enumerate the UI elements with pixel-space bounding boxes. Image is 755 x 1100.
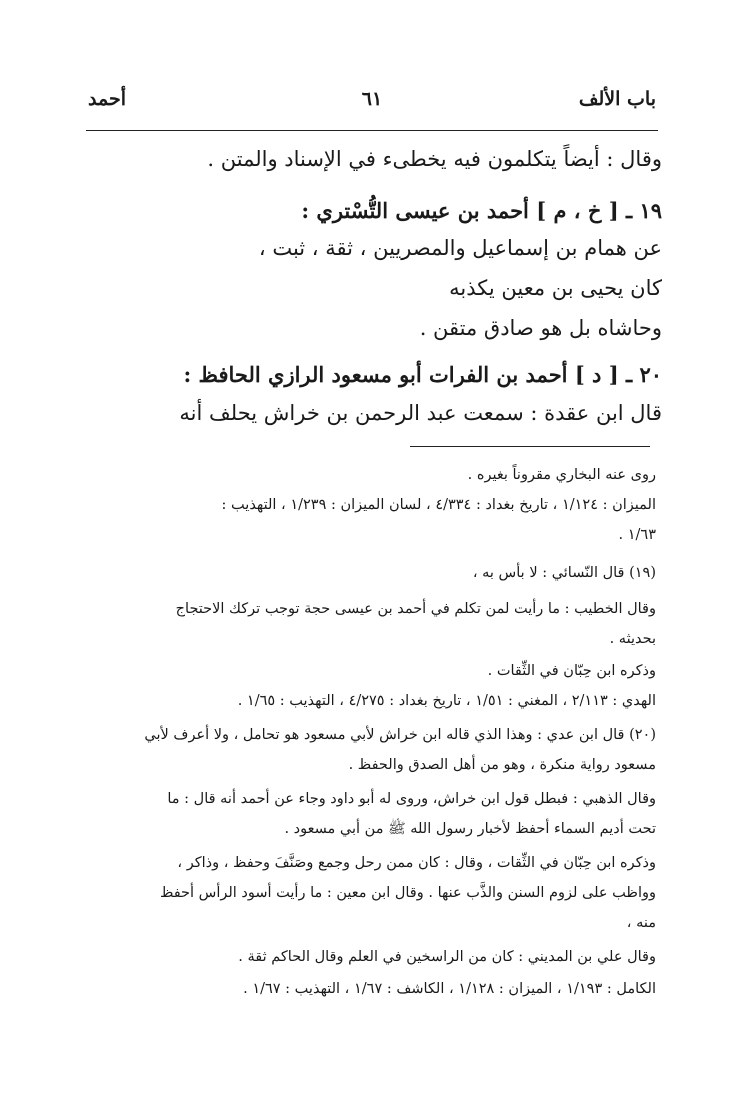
footnote-line: وذكره ابن حِبّان في الثِّقات . [487, 663, 656, 679]
footnote-separator [410, 446, 650, 447]
header-rule [86, 130, 658, 131]
entry-19-heading: ١٩ ـ [ خ ، م ] أحمد بن عيسى التُّسْتري : [301, 198, 662, 223]
entry-19-line: كان يحيى بن معين يكذبه [449, 276, 662, 300]
footnote-line: وواظب على لزوم السنن والذَّب عنها . وقال ابن معين : ما رأيت أسود الرأس أحفظ [159, 885, 656, 901]
footnote-line: وذكره ابن حِبّان في الثِّقات ، وقال : كان ممن رحل وجمع وصَنَّفَ وحفظ ، وذاكر ، [177, 855, 656, 871]
footnote-line: الكامل : ١/١٩٣ ، الميزان : ١/١٢٨ ، الكاشف : ١/٦٧ ، التهذيب : ١/٦٧ . [243, 981, 656, 997]
footnote-line: وقال علي بن المديني : كان من الراسخين في العلم وقال الحاكم ثقة . [238, 949, 656, 965]
entry-20-line: قال ابن عقدة : سمعت عبد الرحمن بن خراش يحلف أنه [179, 401, 662, 425]
footnote-line: بحديثه . [609, 631, 656, 647]
footnote-line: وقال الذهبي : فبطل قول ابن خراش، وروى له أبو داود وجاء عن أحمد أنه قال : ما [167, 791, 656, 807]
footnote-line: روى عنه البخاري مقروناً بغيره . [467, 467, 656, 483]
footnote-line: الهدي : ٢/١١٣ ، المغني : ١/٥١ ، تاريخ بغداد : ٤/٢٧٥ ، التهذيب : ١/٦٥ . [237, 693, 656, 709]
footnote-line: مسعود رواية منكرة ، وهو من أهل الصدق والحفظ . [348, 757, 656, 773]
entry-20-heading: ٢٠ ـ [ د ] أحمد بن الفرات أبو مسعود الرازي الحافظ : [183, 362, 662, 387]
footnote-line: (٢٠) قال ابن عدي : وهذا الذي قاله ابن خراش لأبي مسعود هو تحامل ، ولا أعرف لأبي [144, 727, 656, 743]
footnote-line: ١/٦٣ . [618, 527, 656, 543]
running-title: أحمد [88, 88, 126, 110]
page-header [88, 88, 656, 116]
chapter-title: باب الألف [578, 88, 656, 110]
footnote-line: (١٩) قال النّسائي : لا بأس به ، [472, 565, 656, 581]
footnote-line: الميزان : ١/١٢٤ ، تاريخ بغداد : ٤/٣٣٤ ، لسان الميزان : ١/٢٣٩ ، التهذيب : [221, 497, 656, 513]
entry-19-line: وحاشاه بل هو صادق متقن . [419, 316, 662, 340]
page-number: ٦١ [361, 88, 383, 110]
footnote-line: تحت أديم السماء أحفظ لأخبار رسول الله ﷺ من أبي مسعود . [284, 821, 656, 837]
entry-19-line: عن همام بن إسماعيل والمصريين ، ثقة ، ثبت ، [258, 236, 662, 260]
body-line: وقال : أيضاً يتكلمون فيه يخطىء في الإسناد والمتن . [207, 147, 662, 171]
footnote-line: منه ، [626, 915, 656, 931]
footnote-line: وقال الخطيب : ما رأيت لمن تكلم في أحمد بن عيسى حجة توجب تركك الاحتجاج [175, 601, 656, 617]
